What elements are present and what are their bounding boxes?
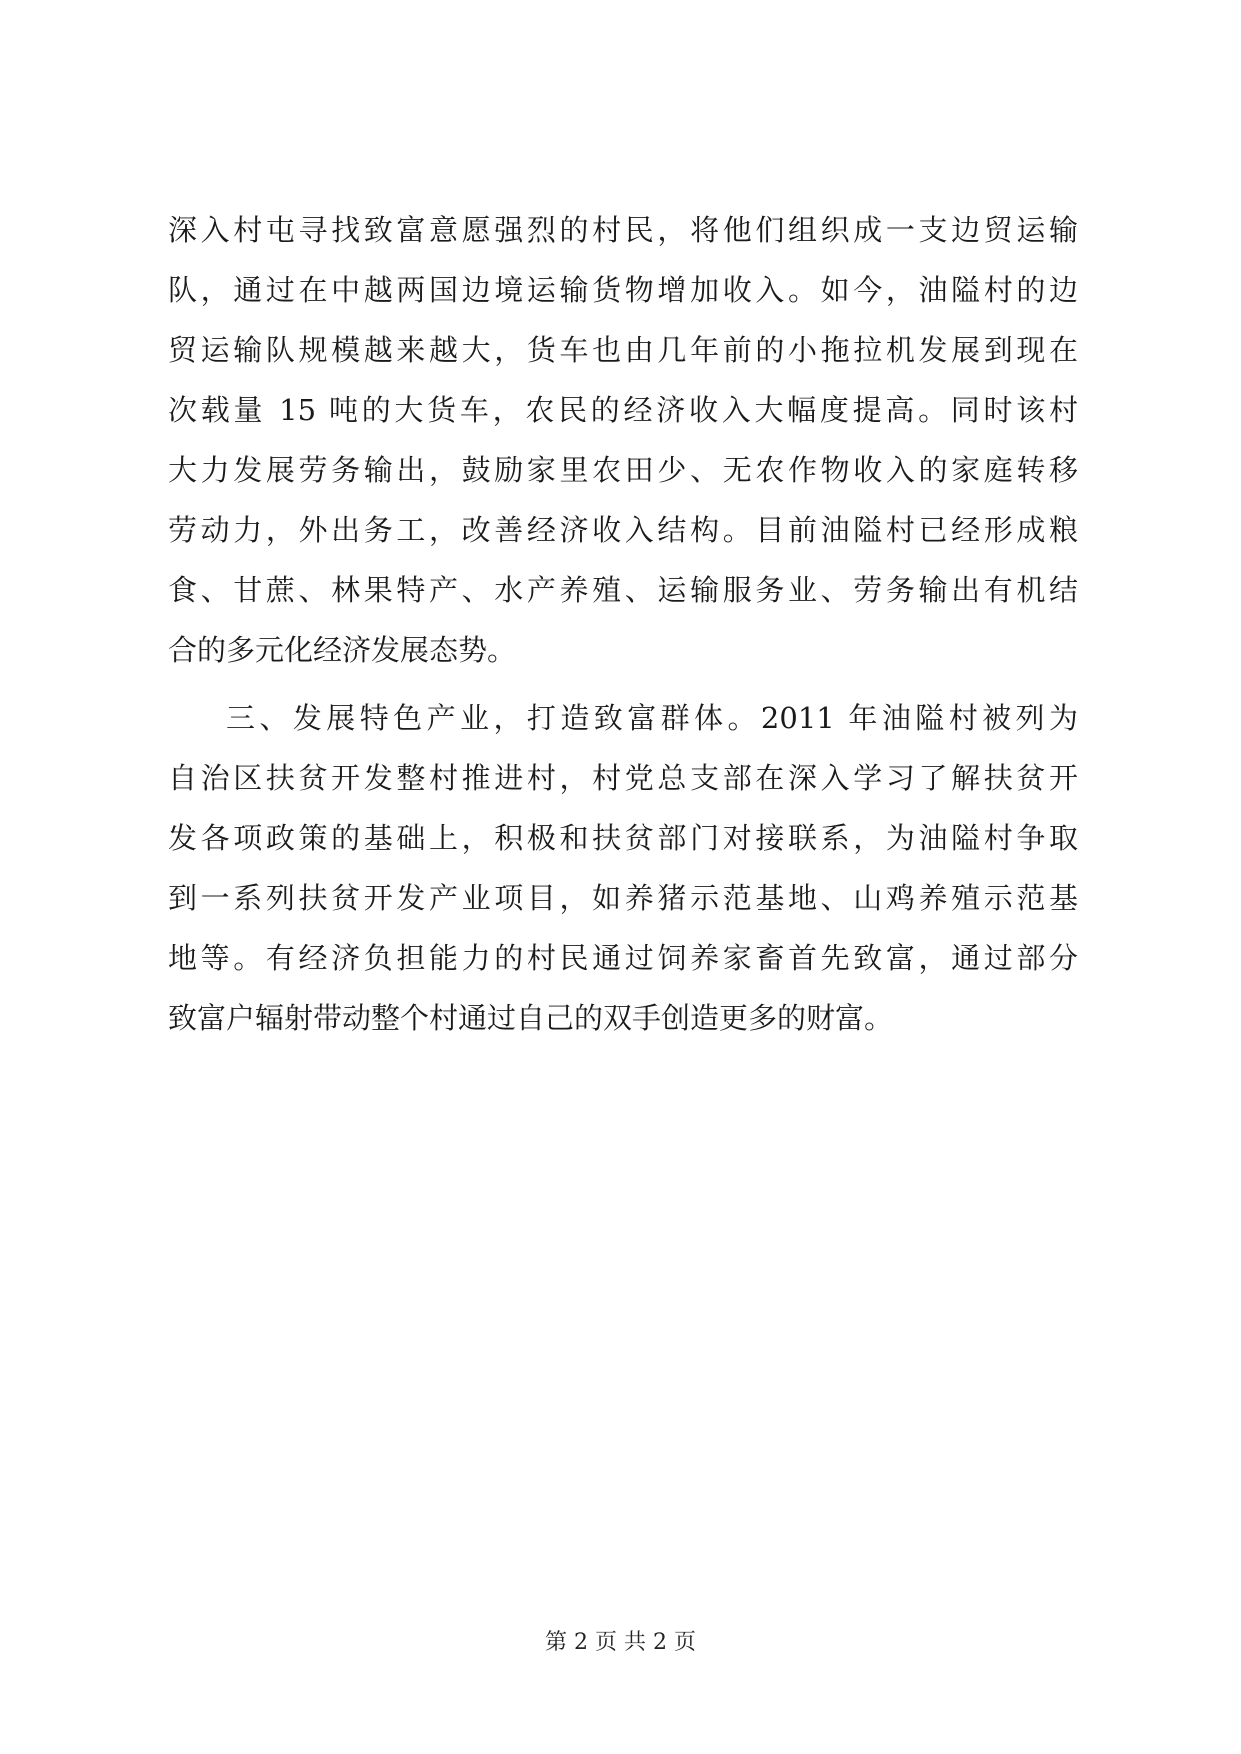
paragraph-line: 深入村屯寻找致富意愿强烈的村民，将他们组织成一支边贸运输 bbox=[168, 213, 1078, 247]
paragraph-line: 次载量 15 吨的大货车，农民的经济收入大幅度提高。同时该村 bbox=[168, 393, 1078, 427]
paragraph-line: 自治区扶贫开发整村推进村，村党总支部在深入学习了解扶贫开 bbox=[168, 761, 1078, 795]
paragraph-line: 贸运输队规模越来越大，货车也由几年前的小拖拉机发展到现在 bbox=[168, 333, 1078, 367]
paragraph-line: 发各项政策的基础上，积极和扶贫部门对接联系，为油隘村争取 bbox=[168, 821, 1078, 855]
paragraph-line: 劳动力，外出务工，改善经济收入结构。目前油隘村已经形成粮 bbox=[168, 513, 1078, 547]
paragraph-line: 到一系列扶贫开发产业项目，如养猪示范基地、山鸡养殖示范基 bbox=[168, 881, 1078, 915]
paragraph-line: 地等。有经济负担能力的村民通过饲养家畜首先致富，通过部分 bbox=[168, 941, 1078, 975]
paragraph-2 bbox=[168, 688, 1078, 1048]
page-number-footer: 第 2 页 共 2 页 bbox=[545, 1630, 696, 1655]
paragraph-line: 队，通过在中越两国边境运输货物增加收入。如今，油隘村的边 bbox=[168, 273, 1078, 307]
paragraph-line: 食、甘蔗、林果特产、水产养殖、运输服务业、劳务输出有机结 bbox=[168, 573, 1078, 607]
paragraph-line: 三、发展特色产业，打造致富群体。2011 年油隘村被列为 bbox=[226, 701, 1078, 735]
paragraph-1 bbox=[168, 200, 1078, 680]
paragraph-line: 致富户辐射带动整个村通过自己的双手创造更多的财富。 bbox=[168, 1001, 894, 1035]
document-body bbox=[168, 200, 1078, 1048]
paragraph-line: 大力发展劳务输出，鼓励家里农田少、无农作物收入的家庭转移 bbox=[168, 453, 1078, 487]
paragraph-line: 合的多元化经济发展态势。 bbox=[168, 633, 517, 667]
paragraph-gap bbox=[168, 680, 1078, 688]
